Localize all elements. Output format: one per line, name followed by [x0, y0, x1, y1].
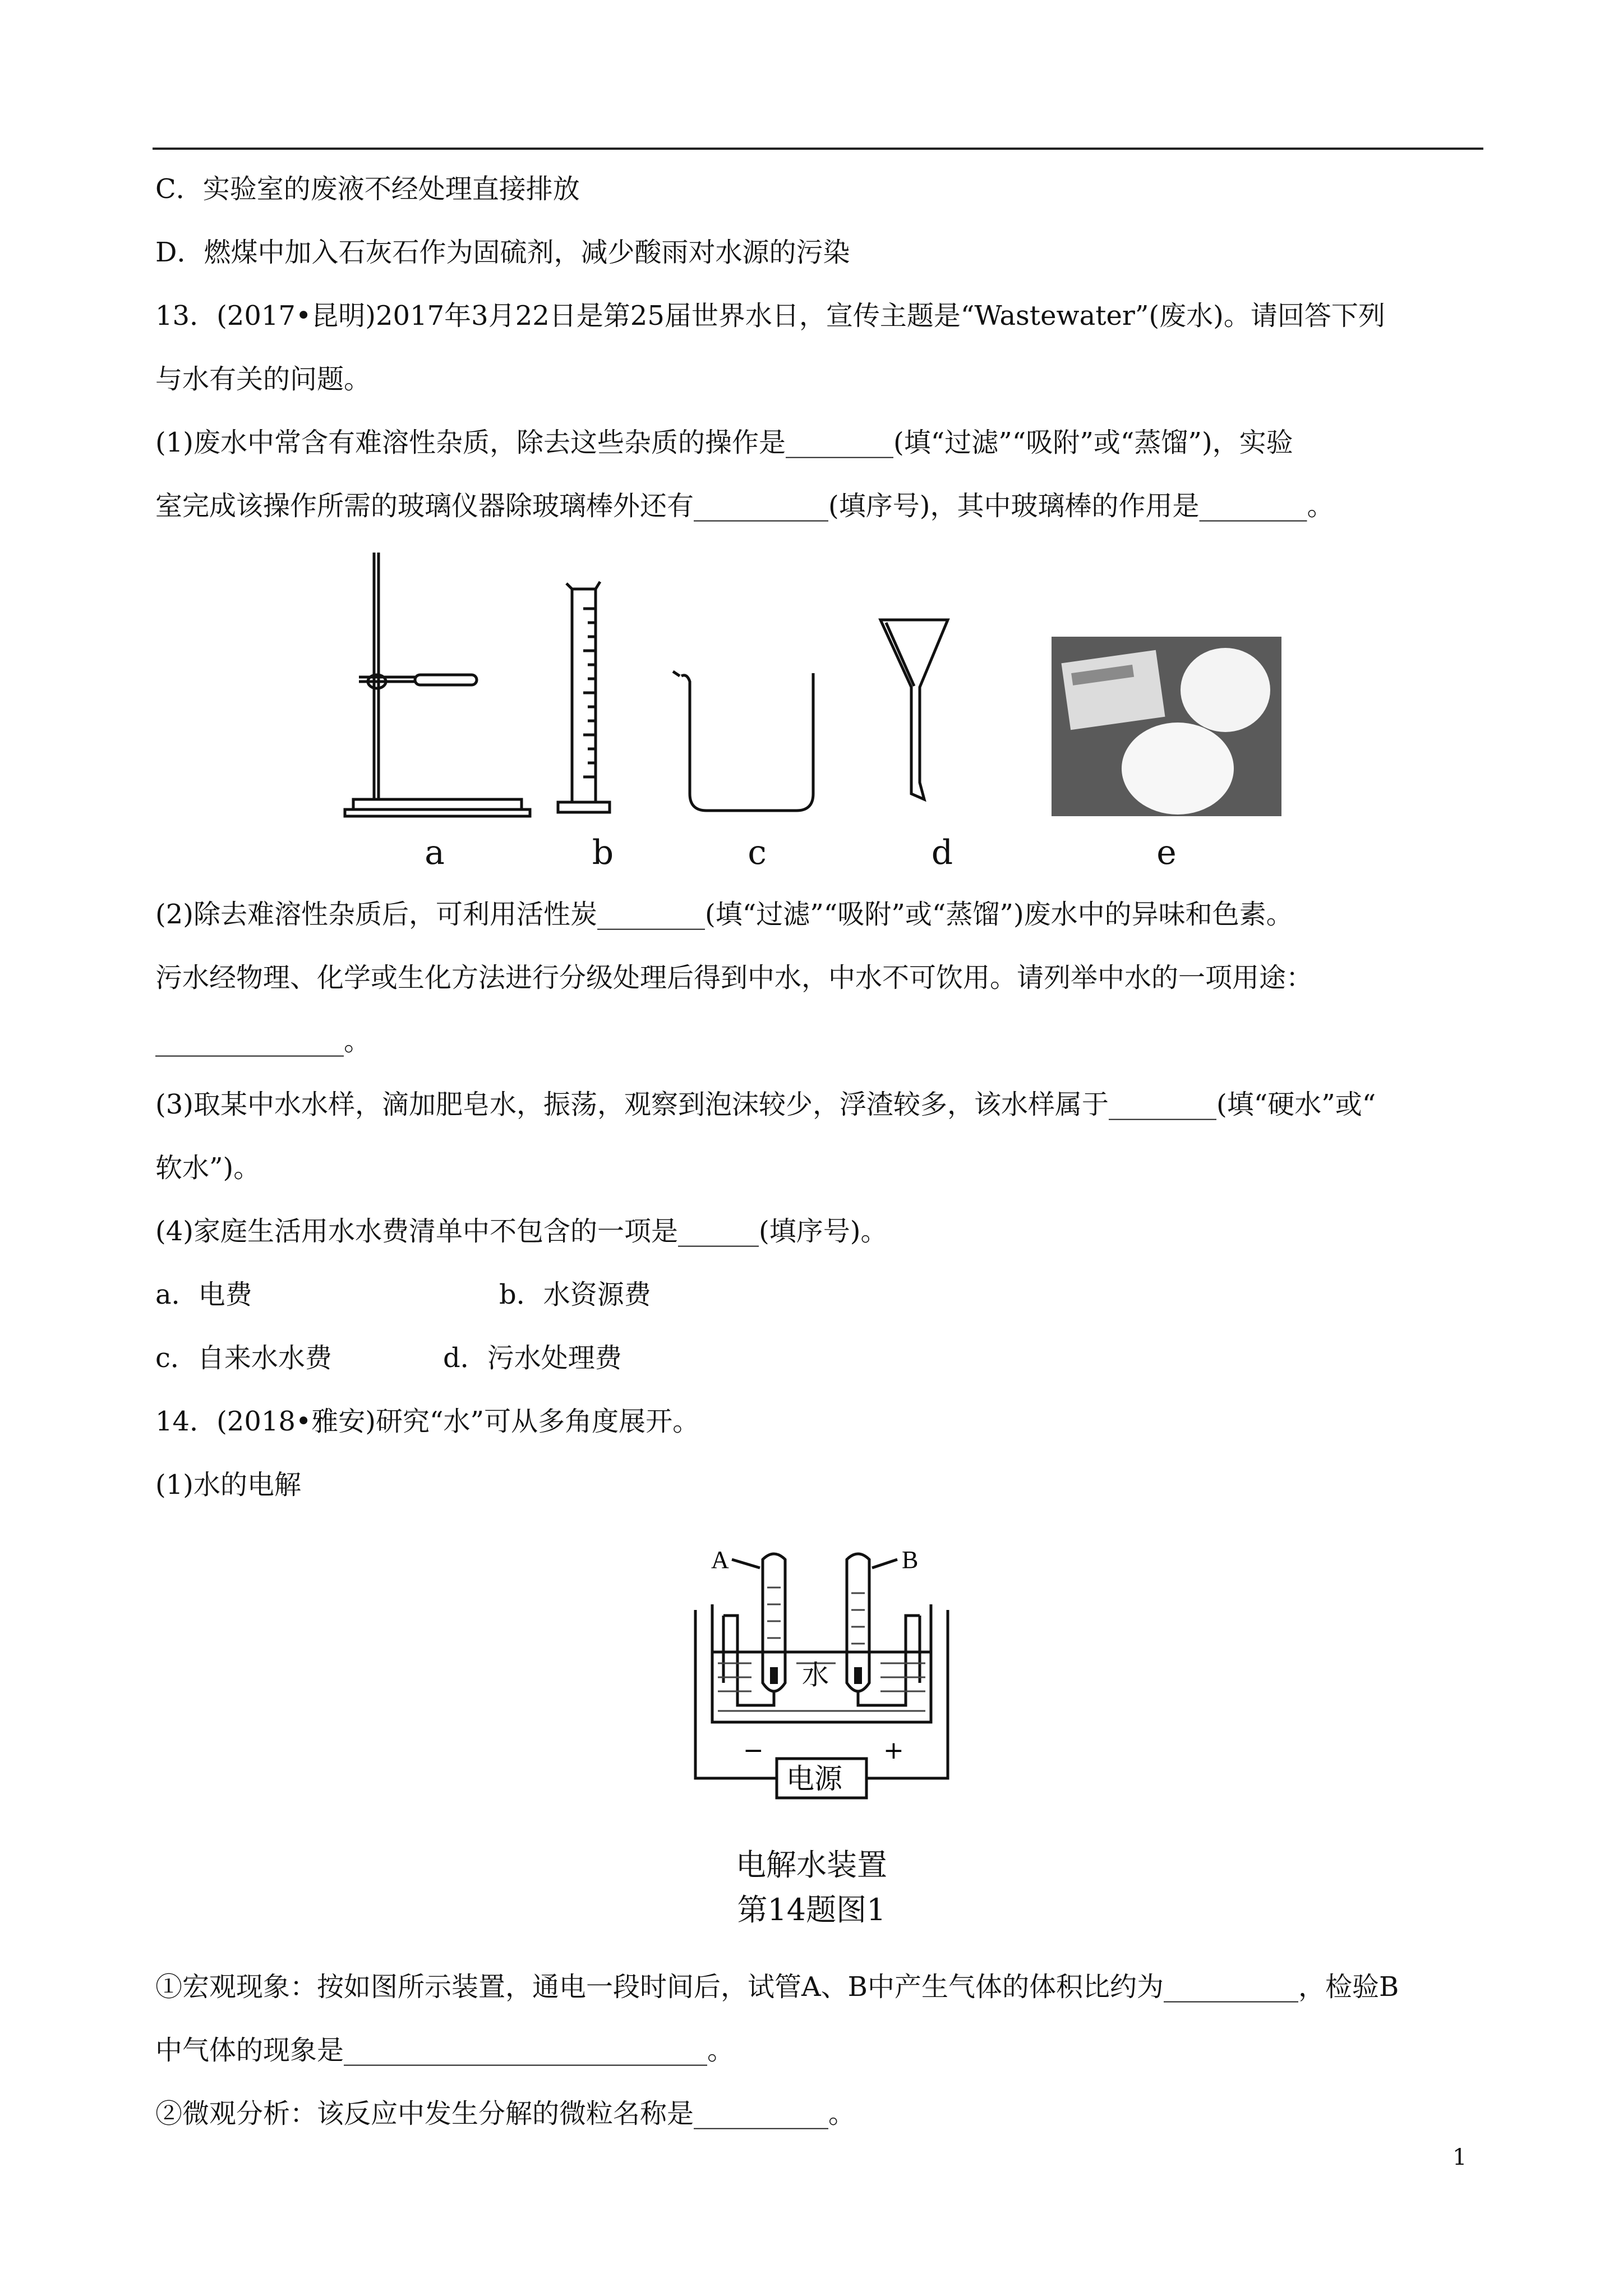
- electrode-icon: [854, 1667, 862, 1684]
- funnel-icon: [880, 620, 948, 799]
- q13-part3-1: (3)取某中水水样，滴加肥皂水，振荡，观察到泡沫较少，浮渣较多，该水样属于________(填“硬水”或“: [155, 1089, 1376, 1120]
- tube-a-label: A: [711, 1546, 729, 1573]
- positive-sign: +: [883, 1736, 904, 1765]
- page-number: 1: [1453, 2145, 1467, 2170]
- q13-part1-1: (1)废水中常含有难溶性杂质，除去这些杂质的操作是________(填“过滤”“吸附”或“蒸馏”)，实验: [155, 427, 1293, 458]
- measuring-cylinder-icon: [558, 582, 610, 812]
- figure-caption-number: 第14题图1: [737, 1892, 886, 1927]
- q13-stem-1: 13．(2017•昆明)2017年3月22日是第25届世界水日，宣传主题是“Wastewater”(废水)。请回答下列: [155, 300, 1385, 332]
- q13-stem-2: 与水有关的问题。: [155, 364, 371, 395]
- figure-caption-title: 电解水装置: [736, 1847, 887, 1883]
- q14-part1-title: (1)水的电解: [155, 1469, 301, 1501]
- q14-macro-2: 中气体的现象是___________________________。: [155, 2035, 735, 2066]
- q13-part2-2: 污水经物理、化学或生化方法进行分级处理后得到中水，中水不可饮用。请列举中水的一项用途：: [155, 962, 1313, 993]
- choice-c: c．自来水水费: [155, 1342, 332, 1374]
- q14-stem: 14．(2018•雅安)研究“水”可从多角度展开。: [155, 1406, 700, 1437]
- q13-part1-2: 室完成该操作所需的玻璃仪器除玻璃棒外还有__________(填序号)，其中玻璃棒的作用是________。: [155, 490, 1334, 522]
- q13-part3-2: 软水”)。: [155, 1152, 261, 1184]
- q13-part4: (4)家庭生活用水水费清单中不包含的一项是______(填序号)。: [155, 1216, 888, 1247]
- tube-b-label: B: [902, 1546, 919, 1573]
- label-a: a: [425, 833, 445, 872]
- choice-d: d．污水处理费: [443, 1342, 622, 1374]
- q13-part2-3: ______________。: [155, 1025, 371, 1057]
- electrolysis-figure: [690, 1537, 953, 1806]
- option-c: C．实验室的废液不经处理直接排放: [155, 173, 580, 205]
- option-d: D．燃煤中加入石灰石作为固硫剂，减少酸雨对水源的污染: [155, 237, 850, 268]
- q14-micro: ②微观分析：该反应中发生分解的微粒名称是__________。: [155, 2098, 856, 2129]
- iron-stand-icon: [345, 553, 530, 816]
- water-label: 水: [802, 1659, 829, 1691]
- electrode-icon: [770, 1667, 778, 1684]
- power-supply-label: 电源: [786, 1763, 842, 1795]
- label-c: c: [748, 833, 767, 872]
- label-b: b: [592, 833, 614, 872]
- label-d: d: [931, 833, 953, 872]
- negative-sign: −: [743, 1736, 764, 1765]
- choice-b: b．水资源费: [499, 1279, 651, 1310]
- filter-paper-photo: [1052, 637, 1281, 816]
- beaker-icon: [673, 671, 813, 811]
- q14-macro-1: ①宏观现象：按如图所示装置，通电一段时间后，试管A、B中产生气体的体积比约为__________，检验B: [155, 1971, 1399, 2003]
- choice-a: a．电费: [155, 1279, 252, 1310]
- header-rule: [153, 148, 1483, 150]
- q13-part2-1: (2)除去难溶性杂质后，可利用活性炭________(填“过滤”“吸附”或“蒸馏”)废水中的异味和色素。: [155, 899, 1293, 930]
- label-e: e: [1156, 833, 1177, 872]
